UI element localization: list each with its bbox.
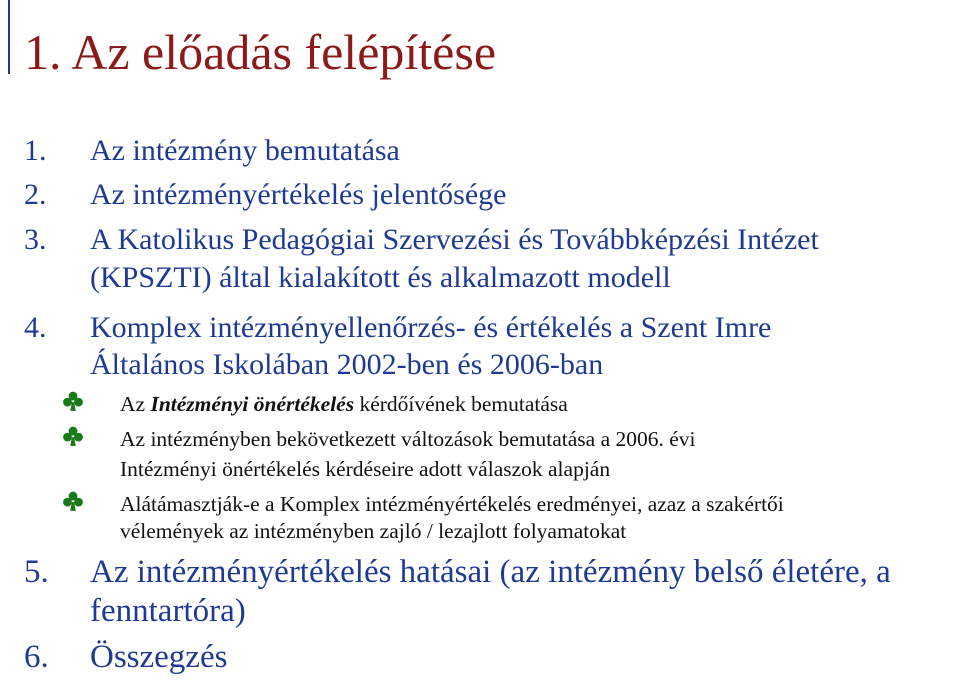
agenda-item-text-line2: Általános Iskolában 2002-ben és 2006-ban — [90, 348, 604, 381]
agenda-item-number: 3. — [24, 223, 47, 256]
club-suit-icon — [62, 390, 84, 412]
agenda-item-number: 5. — [24, 554, 49, 590]
subitem-text-line2: vélemények az intézményben zajló / lezajlott folyamatokat — [120, 519, 627, 543]
subitem-text: Az Intézményi önértékelés kérdőívének bemutatása — [120, 392, 568, 416]
agenda-item-number: 2. — [24, 178, 47, 211]
agenda-item-text: Az intézmény bemutatása — [90, 134, 400, 167]
club-suit-icon — [62, 425, 84, 447]
agenda-item-text-line2: (KPSZTI) által kialakított és alkalmazott modell — [90, 261, 671, 294]
title-accent-line — [8, 0, 10, 74]
agenda-item-text-line1: A Katolikus Pedagógiai Szervezési és Továbbképzési Intézet — [90, 223, 819, 256]
agenda-item-text: Összegzés — [90, 639, 228, 675]
subitem-text-line1: Alátámasztják-e a Komplex intézményértékelés eredményei, azaz a szakértői — [120, 492, 784, 516]
agenda-item-text-line1: Az intézményértékelés hatásai (az intézmény belső életére, a — [90, 554, 891, 590]
subitem-text-line1: Az intézményben bekövetkezett változások bemutatása a 2006. évi — [120, 427, 696, 451]
agenda-item-number: 6. — [24, 639, 49, 675]
agenda-item-text-line2: fenntartóra) — [90, 593, 246, 629]
agenda-item-text-line1: Komplex intézményellenőrzés- és értékelés a Szent Imre — [90, 311, 772, 344]
subitem-text-line2: Intézményi önértékelés kérdéseire adott válaszok alapján — [120, 457, 611, 481]
slide-title: 1. Az előadás felépítése — [24, 24, 497, 80]
subitem-emphasis: Intézményi önértékelés — [150, 392, 355, 416]
club-suit-icon — [62, 490, 84, 512]
agenda-item-text: Az intézményértékelés jelentősége — [90, 178, 507, 211]
agenda-item-number: 4. — [24, 311, 47, 344]
agenda-item-number: 1. — [24, 134, 47, 167]
